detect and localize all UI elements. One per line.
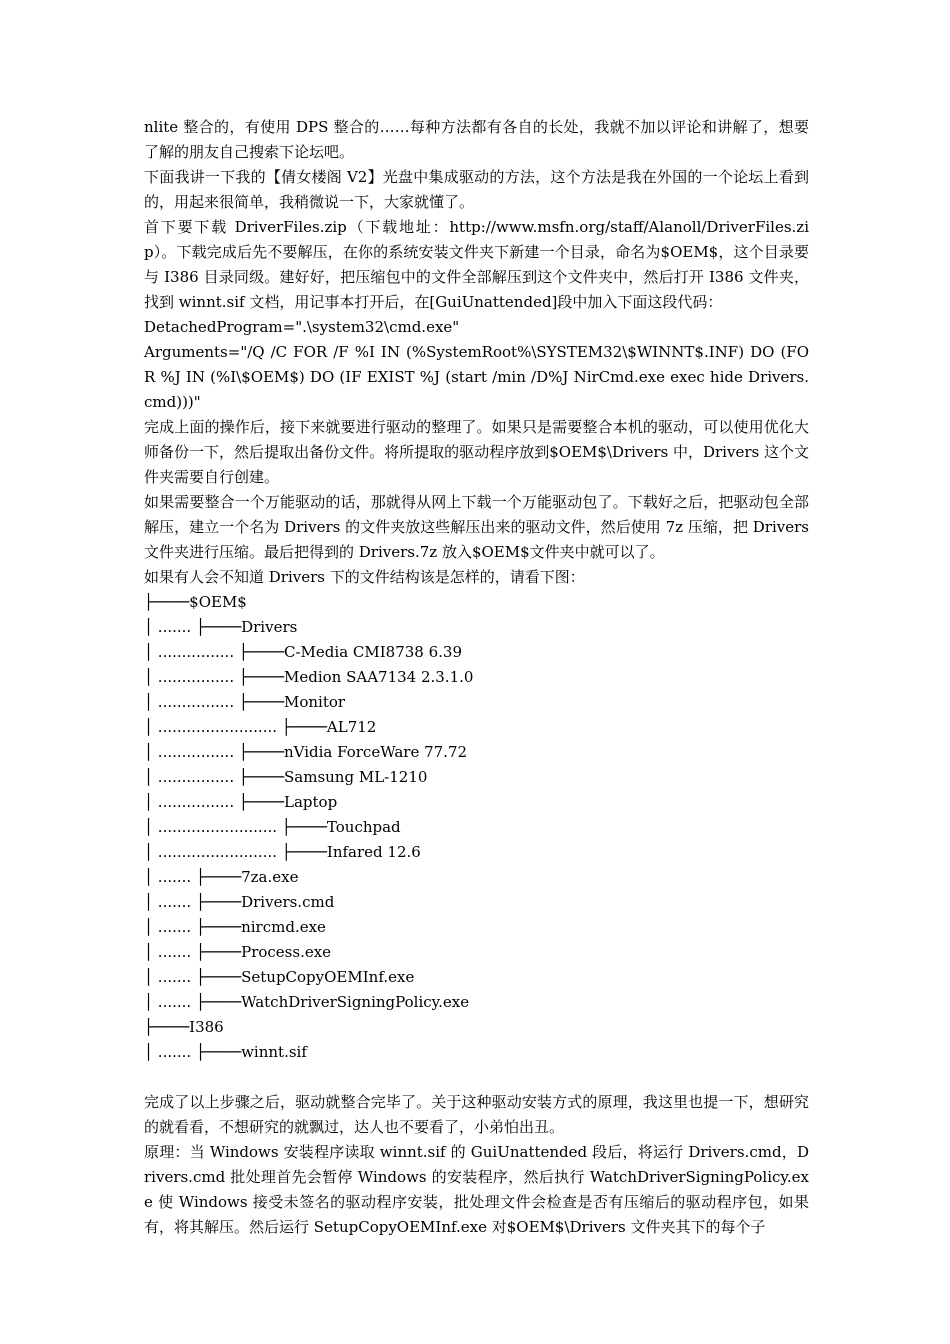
tree-item: ├────I386 <box>144 1018 224 1036</box>
paragraph-universal-driver: 如果需要整合一个万能驱动的话，那就得从网上下载一个万能驱动包了。下载好之后，把驱动包全部解压，建立一个名为 Drivers 的文件夹放这些解压出来的驱动文件，然后使用 7z 压缩，把 Drivers 文件夹进行压缩。最后把得到的 Drivers.7z 放入$OEM$文件夹中就可以了。 <box>144 493 809 561</box>
tree-item: │ ................ ├────Laptop <box>144 793 338 811</box>
tree-item: │ ................ ├────Medion SAA7134 2.3.1.0 <box>144 668 474 686</box>
tree-item: │ ....... ├────WatchDriverSigningPolicy.exe <box>144 993 470 1011</box>
code-arguments: Arguments="/Q /C FOR /F %I IN (%SystemRoot%\SYSTEM32\$WINNT$.INF) DO (FOR %J IN (%I\$OEM$) DO (IF EXIST %J (start /min /D%J NirCmd.exe exec hide Drivers.cmd)))" <box>144 343 809 411</box>
tree-item: │ ....... ├────winnt.sif <box>144 1043 307 1061</box>
paragraph-conclusion: 完成了以上步骤之后，驱动就整合完毕了。关于这种驱动安装方式的原理，我这里也提一下，想研究的就看看，不想研究的就飘过，达人也不要看了，小弟怕出丑。 <box>144 1093 809 1136</box>
tree-item: │ ....... ├────SetupCopyOEMInf.exe <box>144 968 415 986</box>
tree-item: │ ....... ├────7za.exe <box>144 868 299 886</box>
folder-tree <box>144 590 809 1065</box>
paragraph-nlite-intro: nlite 整合的，有使用 DPS 整合的……每种方法都有各自的长处，我就不加以评论和讲解了，想要了解的朋友自己搜索下论坛吧。 <box>144 118 809 161</box>
tree-item: │ ....... ├────Process.exe <box>144 943 332 961</box>
paragraph-tree-intro: 如果有人会不知道 Drivers 下的文件结构该是怎样的，请看下图： <box>144 568 585 586</box>
tree-item: ├────$OEM$ <box>144 593 247 611</box>
paragraph-principle: 原理：当 Windows 安装程序读取 winnt.sif 的 GuiUnattended 段后，将运行 Drivers.cmd，Drivers.cmd 批处理首先会暂停 Windows 的安装程序，然后执行 WatchDriverSigningPolicy.exe 使 Windows 接受未签名的驱动程序安装，批处理文件会检查是否有压缩后的驱动程序包，如果有，将其解压。然后运行 SetupCopyOEMInf.exe 对$OEM$\Drivers 文件夹其下的每个子 <box>144 1143 809 1236</box>
paragraph-driver-organize: 完成上面的操作后，接下来就要进行驱动的整理了。如果只是需要整合本机的驱动，可以使用优化大师备份一下，然后提取出备份文件。将所提取的驱动程序放到$OEM$\Drivers 中，Drivers 这个文件夹需要自行创建。 <box>144 418 809 486</box>
tree-item: │ ....... ├────Drivers.cmd <box>144 893 335 911</box>
tree-item: │ ................ ├────nVidia ForceWare 77.72 <box>144 743 468 761</box>
tree-item: │ ......................... ├────Touchpad <box>144 818 401 836</box>
paragraph-download-instructions: 首下要下载 DriverFiles.zip（下载地址：http://www.msfn.org/staff/Alanoll/DriverFiles.zip）。下载完成后先不要解压，在你的系统安装文件夹下新建一个目录，命名为$OEM$，这个目录要与 I386 目录同级。建好好，把压缩包中的文件全部解压到这个文件夹中，然后打开 I386 文件夹，找到 winnt.sif 文档，用记事本打开后，在[GuiUnattended]段中加入下面这段代码： <box>144 218 809 311</box>
blank-line <box>144 1065 809 1090</box>
paragraph-method-intro: 下面我讲一下我的【倩女楼阁 V2】光盘中集成驱动的方法，这个方法是我在外国的一个论坛上看到的，用起来很简单，我稍微说一下，大家就懂了。 <box>144 168 809 211</box>
tree-item: │ ......................... ├────Infared 12.6 <box>144 843 421 861</box>
tree-item: │ ................ ├────Samsung ML-1210 <box>144 768 428 786</box>
code-detached-program: DetachedProgram=".\system32\cmd.exe" <box>144 318 460 336</box>
tree-item: │ ....... ├────nircmd.exe <box>144 918 326 936</box>
document-page <box>144 115 809 1240</box>
tree-item: │ ................ ├────C-Media CMI8738 6.39 <box>144 643 463 661</box>
tree-item: │ ....... ├────Drivers <box>144 618 298 636</box>
tree-item: │ ................ ├────Monitor <box>144 693 346 711</box>
tree-item: │ ......................... ├────AL712 <box>144 718 377 736</box>
